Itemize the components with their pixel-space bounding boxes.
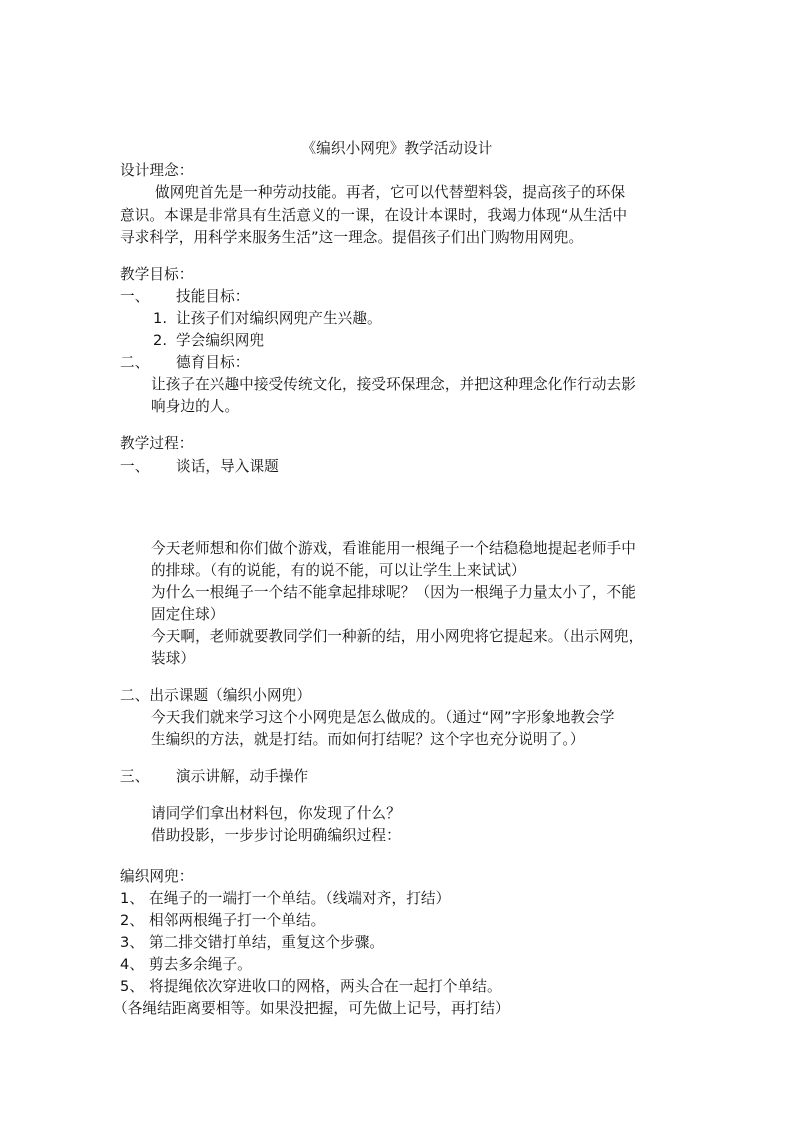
document-title: 《编织小网兜》教学活动设计 xyxy=(301,140,493,157)
skill-item-text: 让孩子们对编织网兜产生兴趣。 xyxy=(176,310,382,327)
weave-step-number: 1、 xyxy=(120,890,145,907)
weave-step-text: 在绳子的一端打一个单结。（线端对齐，打结） xyxy=(149,890,451,907)
weave-step-number: 5、 xyxy=(120,978,145,995)
step1-text: 固定住球） xyxy=(151,606,225,623)
concept-paragraph-line: 寻求科学，用科学来服务生活”这一理念。提倡孩子们出门购物用网兜。 xyxy=(120,229,584,246)
goals-heading: 教学目标： xyxy=(120,266,194,283)
process-step3-label: 演示讲解，动手操作 xyxy=(176,768,309,785)
concept-paragraph-line: 做网兜首先是一种劳动技能。再者，它可以代替塑料袋，提高孩子的环保 xyxy=(155,184,626,201)
moral-goal-text: 响身边的人。 xyxy=(151,398,240,415)
step1-text: 为什么一根绳子一个结不能拿起排球呢？（因为一根绳子力量太小了，不能 xyxy=(151,584,636,601)
weave-step-text: 相邻两根绳子打一个单结。 xyxy=(149,912,326,929)
step2-text: 生编织的方法，就是打结。而如何打结呢？这个字也充分说明了。） xyxy=(151,731,585,748)
weave-step-text: 剪去多余绳子。 xyxy=(149,956,252,973)
moral-goal-label: 德育目标： xyxy=(176,354,250,371)
weave-step-number: 2、 xyxy=(120,912,145,929)
weave-heading: 编织网兜： xyxy=(120,868,194,885)
step2-text: 今天我们就来学习这个小网兜是怎么做成的。（通过“网”字形象地教会学 xyxy=(151,709,615,726)
skill-item-number: 1. xyxy=(153,310,168,327)
process-heading: 教学过程： xyxy=(120,435,194,452)
weave-step-text: 第二排交错打单结，重复这个步骤。 xyxy=(149,934,385,951)
weave-note: （各绳结距离要相等。如果没把握，可先做上记号，再打结） xyxy=(113,1000,510,1017)
process-step1-label: 谈话，导入课题 xyxy=(176,458,279,475)
skill-item-text: 学会编织网兜 xyxy=(176,332,265,349)
skill-goal-label: 技能目标： xyxy=(176,288,250,305)
skill-item-number: 2. xyxy=(153,332,168,349)
moral-goal-number: 二、 xyxy=(120,354,150,371)
step3-text: 请同学们拿出材料包，你发现了什么？ xyxy=(151,805,401,822)
weave-step-number: 4、 xyxy=(120,956,145,973)
step1-text: 装球） xyxy=(151,650,196,667)
moral-goal-text: 让孩子在兴趣中接受传统文化，接受环保理念，并把这种理念化作行动去影 xyxy=(151,376,636,393)
weave-step-number: 3、 xyxy=(120,934,145,951)
concept-heading: 设计理念： xyxy=(120,162,194,179)
step1-text: 今天啊，老师就要教同学们一种新的结，用小网兜将它提起来。（出示网兜， xyxy=(151,628,644,645)
step3-text: 借助投影，一步步讨论明确编织过程： xyxy=(151,827,401,844)
step1-text: 的排球。（有的说能，有的说不能，可以让学生上来试试） xyxy=(151,562,526,579)
weave-step-text: 将提绳依次穿进收口的网格，两头合在一起打个单结。 xyxy=(149,978,502,995)
process-step2-label: 二、出示课题（编织小网兜） xyxy=(120,687,312,704)
concept-paragraph-line: 意识。本课是非常具有生活意义的一课，在设计本课时，我竭力体现“从生活中 xyxy=(120,207,628,224)
process-step3-number: 三、 xyxy=(120,768,150,785)
skill-goal-number: 一、 xyxy=(120,288,150,305)
step1-text: 今天老师想和你们做个游戏，看谁能用一根绳子一个结稳稳地提起老师手中 xyxy=(151,540,636,557)
process-step1-number: 一、 xyxy=(120,458,150,475)
